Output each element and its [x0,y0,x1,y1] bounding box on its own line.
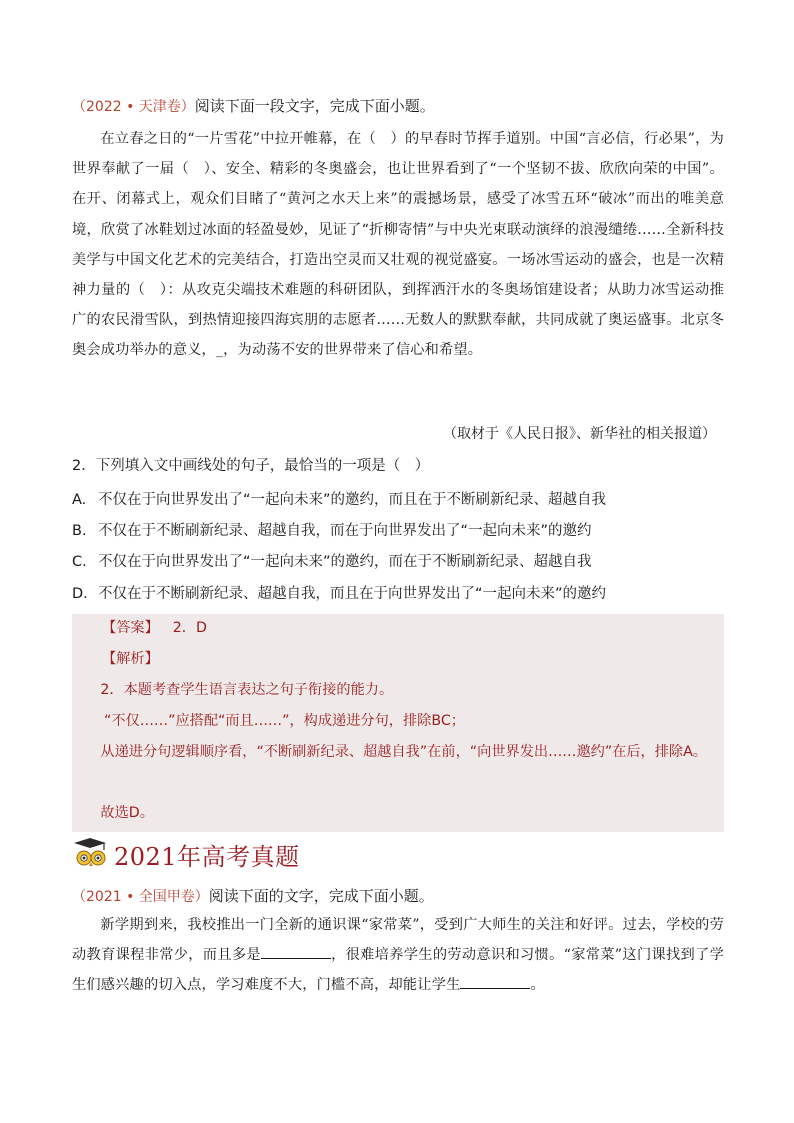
owl-logo-icon [72,836,112,872]
answer-value: 2．D [172,620,207,636]
source-line-2022 [72,94,724,119]
source-line-2021 [72,884,724,909]
blank-2 [460,974,530,989]
analysis-label: 【解析】 [102,651,159,667]
passage-2021-part-a: 新学期到来，我校推出一门全新的通识课“家常菜”，受到广大师生的关注和好评。过去，学校的劳动教育课程非常少，而且多是 [72,917,724,964]
option-b [72,520,724,542]
option-key: A. [72,492,87,508]
source-tag-2022: （2022 • 天津卷） [72,99,195,115]
analysis-line-1: 2．本题考查学生语言表达之句子衔接的能力。 [100,682,394,698]
analysis-line-4: 故选D。 [100,805,154,821]
passage-2021 [72,910,724,1001]
option-d [72,583,724,605]
answer-line [102,617,754,639]
blank-1 [261,944,331,959]
option-text: 不仅在于不断刷新纪录、超越自我，而且在于向世界发出了“一起向未来”的邀约 [98,586,607,602]
question-2: 2．下列填入文中画线处的句子，最恰当的一项是（ ） [72,458,430,474]
answer-label: 【答案】 [102,620,159,636]
option-text: 不仅在于不断刷新纪录、超越自我，而在于向世界发出了“一起向未来”的邀约 [98,523,592,539]
source-tag-2021: （2021 • 全国甲卷） [72,889,209,905]
section-heading-title: 2021年高考真题 [114,842,300,871]
option-text: 不仅在于向世界发出了“一起向未来”的邀约，而且在于不断刷新纪录、超越自我 [98,492,607,508]
option-key: B. [72,523,87,539]
option-key: C. [72,554,87,570]
passage-2021-part-c: 。 [530,977,545,994]
section-heading-2021 [72,836,300,872]
passage-2022: 在立春之日的“一片雪花”中拉开帷幕，在（ ）的早春时节挥手道别。中国“言必信，行必果”，为世界奉献了一届（ ）、安全、精彩的冬奥盛会，也让世界看到了“一个坚韧不拔、欣欣向荣的中国”。在开、闭幕式上，观众们目睹了“黄河之水天上来”的震撼场景，感受了冰雪五环“破冰”而出的唯美意境，欣赏了冰鞋划过冰面的轻盈曼妙，见证了“折柳寄情”与中央光束联动演绎的浪漫缱绻……全新科技美学与中国文化艺术的完美结合，打造出空灵而又壮观的视觉盛宴。一场冰雪运动的盛会，也是一次精神力量的（ ）：从攻克尖端技术难题的科研团队，到挥洒汗水的冬奥场馆建设者；从助力冰雪运动推广的农民滑雪队，到热情迎接四海宾朋的志愿者……无数人的默默奉献，共同成就了奥运盛事。北京冬奥会成功举办的意义，_，为动荡不安的世界带来了信心和希望。 [72,131,724,359]
option-key: D. [72,586,88,602]
analysis-line-2: “不仅……”应搭配“而且……”，构成递进分句，排除BC； [104,713,465,729]
option-c [72,551,724,573]
option-text: 不仅在于向世界发出了“一起向未来”的邀约，而在于不断刷新纪录、超越自我 [98,554,592,570]
instruction-2022: 阅读下面一段文字，完成下面小题。 [194,97,435,115]
analysis-line-3: 从递进分句逻辑顺序看，“不断刷新纪录、超越自我”在前，“向世界发出……邀约”在后，排除A。 [100,744,707,760]
answer-box [72,614,724,832]
instruction-2021: 阅读下面的文字，完成下面小题。 [208,887,434,905]
owl-logo-graphic [72,836,112,872]
attribution: （取材于《人民日报》、新华社的相关报道） [443,426,716,442]
passage-2021-part-b: ，很难培养学生的劳动意识和习惯。“家常菜”这门课找到了学生们感兴趣的切入点，学习难度不大，门槛不高，却能让学生 [72,947,724,994]
option-a [72,489,724,511]
